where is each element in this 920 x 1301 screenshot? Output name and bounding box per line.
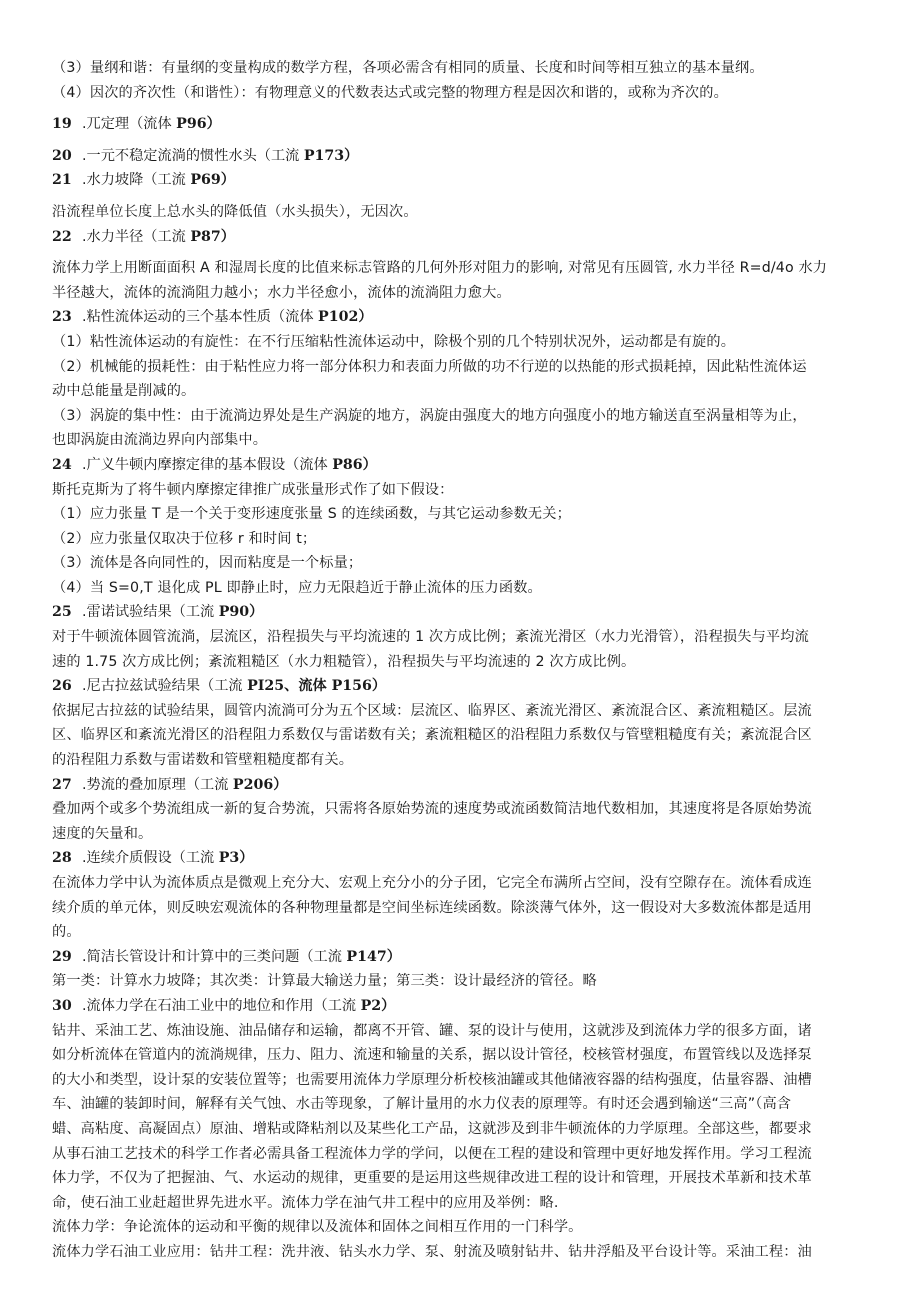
- paragraph-line: （1）粘性流体运动的有旋性：在不行压缩粘性流体运动中，除极个别的几个特别状况外，运动都是有旋的。: [52, 333, 736, 350]
- heading-ref: P90）: [218, 604, 264, 621]
- paragraph-line: 流体力学：争论流体的运动和平衡的规律以及流体和固体之间相互作用的一门科学。: [52, 1219, 583, 1236]
- heading-ref: P69）: [190, 172, 235, 189]
- paragraph-line: 流体力学石油工业应用：钻井工程：洗井液、钻头水力学、泵、射流及喷射钻井、钻井浮船及平台设计等。采油工程：油: [52, 1243, 812, 1260]
- paragraph-line: （4）当 S=0,T 退化成 PL 即静止时，应力无限趋近于静止流体的压力函数。: [52, 579, 542, 596]
- paragraph-line: 区、临界区和紊流光滑区的沿程阻力系数仅与雷诺数有关；紊流粗糙区的沿程阻力系数仅与管壁粗糙度有关；紊流混合区: [52, 727, 812, 744]
- paragraph-line: 速度的矢量和。: [52, 825, 153, 842]
- section-heading-19: [52, 112, 874, 137]
- section-heading-29: [52, 945, 874, 970]
- paragraph-line: 叠加两个或多个势流组成一新的复合势流，只需将各原始势流的速度势或流函数简洁地代数相加，其速度将是各原始势流: [52, 801, 812, 818]
- paragraph-line: 钻井、采油工艺、炼油设施、油品储存和运输，都离不开管、罐、泵的设计与使用，这就涉及到流体力学的很多方面，诸: [52, 1022, 812, 1039]
- paragraph-line: 半径越大，流体的流淌阻力越小；水力半径愈小，流体的流淌阻力愈大。: [52, 284, 511, 301]
- paragraph-line: （1）应力张量 T 是一个关于变形速度张量 S 的连续函数，与其它运动参数无关；: [52, 506, 571, 523]
- paragraph-line: 体力学，不仅为了把握油、气、水运动的规律，更重要的是运用这些规律改进工程的设计和管理，开展技术革新和技术革: [52, 1170, 812, 1187]
- heading-number: 20: [52, 147, 72, 164]
- paragraph-line: （4）因次的齐次性（和谐性）：有物理意义的代数表达式或完整的物理方程是因次和谐的，或称为齐次的。: [52, 84, 728, 101]
- paragraph-line: 在流体力学中认为流体质点是微观上充分大、宏观上充分小的分子团，它完全布满所占空间，没有空隙存在。流体看成连: [52, 875, 812, 891]
- heading-title: .兀定理（流体: [82, 116, 177, 133]
- heading-title: .流体力学在石油工业中的地位和作用（工流: [82, 997, 361, 1014]
- heading-number: 22: [52, 228, 72, 245]
- heading-ref: P2）: [360, 997, 396, 1014]
- heading-number: 19: [52, 116, 72, 133]
- paragraph-line: 依据尼古拉兹的试验结果，圆管内流淌可分为五个区域：层流区、临界区、紊流光滑区、紊流混合区、紊流粗糙区。层流: [52, 702, 812, 719]
- heading-number: 24: [52, 456, 72, 473]
- paragraph-line: （3）流体是各向同性的，因而粘度是一个标量；: [52, 555, 363, 572]
- section-heading-22: [52, 225, 874, 250]
- paragraph-line: 续介质的单元体，则反映宏观流体的各种物理量都是空间坐标连续函数。除淡薄气体外，这一假设对大多数流体都是适用: [52, 899, 812, 916]
- section-heading-24: [52, 453, 874, 478]
- heading-title: .势流的叠加原理（工流: [82, 776, 233, 793]
- heading-number: 23: [52, 309, 72, 326]
- paragraph-line: 对于牛顿流体圆管流淌，层流区，沿程损失与平均流速的 1 次方成比例；紊流光滑区（水力光滑管），沿程损失与平均流: [52, 629, 809, 646]
- heading-title: .广义牛顿内摩擦定律的基本假设（流体: [82, 456, 333, 473]
- heading-number: 28: [52, 850, 72, 867]
- heading-title: .连续介质假设（工流: [82, 850, 219, 867]
- heading-number: 25: [52, 604, 72, 621]
- paragraph-line: 速的 1.75 次方成比例；紊流粗糙区（水力粗糙管），沿程损失与平均流速的 2 次方成比例。: [52, 653, 636, 670]
- paragraph-line: 蜡、高粘度、高凝固点）原油、增粘或降粘剂以及某些化工产品，这就涉及到非牛顿流体的力学原理。全部这些，都要求: [52, 1120, 812, 1137]
- section-heading-23: [52, 305, 874, 330]
- section-heading-26: [52, 674, 874, 699]
- paragraph-line: 斯托克斯为了将牛顿内摩擦定律推广成张量形式作了如下假设：: [52, 481, 454, 498]
- paragraph-line: 动中总能量是削减的。: [52, 383, 196, 400]
- paragraph-line: （3）量纲和谐：有量纲的变量构成的数学方程，各项必需含有相同的质量、长度和时间等相互独立的基本量纲。: [52, 60, 764, 76]
- paragraph-line: 的。: [52, 924, 81, 941]
- section-heading-20: [52, 144, 874, 169]
- paragraph-line: 沿流程单位长度上总水头的降低值（水头损失），无因次。: [52, 203, 418, 220]
- heading-ref: P3）: [218, 850, 254, 867]
- heading-ref: PI25、流体 P156）: [247, 678, 387, 695]
- paragraph-line: （2）机械能的损耗性：由于粘性应力将一部分体积力和表面力所做的功不行逆的以热能的形式损耗掉，因此粘性流体运: [52, 358, 807, 375]
- section-heading-21: [52, 168, 874, 193]
- heading-title: .一元不稳定流淌的惯性水头（工流: [82, 147, 304, 164]
- heading-number: 26: [52, 678, 72, 695]
- heading-number: 29: [52, 948, 72, 965]
- paragraph-line: 如分析流体在管道内的流淌规律，压力、阻力、流速和输量的关系，据以设计管径，校核管材强度，布置管线以及选择泵: [52, 1047, 812, 1064]
- paragraph-line: 也即涡旋由流淌边界向内部集中。: [52, 432, 268, 449]
- section-heading-25: [52, 600, 874, 625]
- heading-title: .尼古拉兹试验结果（工流: [82, 678, 248, 695]
- paragraph-line: 从事石油工艺技术的科学工作者必需具备工程流体力学的学问，以便在工程的建设和管理中更好地发挥作用。学习工程流: [52, 1145, 812, 1162]
- section-heading-27: [52, 773, 874, 798]
- paragraph-line: 的大小和类型，设计泵的安装位置等；也需要用流体力学原理分析校核油罐或其他储液容器的结构强度，估量容器、油槽: [52, 1071, 812, 1088]
- heading-ref: P96）: [176, 116, 221, 133]
- paragraph-line: 车、油罐的装卸时间，解释有关气蚀、水击等现象，了解计量用的水力仪表的原理等。有时还会遇到输送“三高”（高含: [52, 1096, 792, 1113]
- section-heading-30: [52, 994, 874, 1019]
- paragraph-line: 流体力学上用断面面积 A 和湿周长度的比值来标志管路的几何外形对阻力的影响, 对常见有压圆管, 水力半径 R=d/4o 水力: [52, 260, 828, 277]
- heading-number: 21: [52, 172, 72, 189]
- heading-ref: P173）: [303, 147, 359, 164]
- paragraph-line: 的沿程阻力系数与雷诺数和管壁粗糙度都有关。: [52, 752, 354, 769]
- heading-title: .简洁长管设计和计算中的三类问题（工流: [82, 948, 347, 965]
- paragraph-line: （3）涡旋的集中性：由于流淌边界处是生产涡旋的地方，涡旋由强度大的地方向强度小的地方输送直至涡量相等为止，: [52, 407, 807, 424]
- heading-ref: P87）: [190, 228, 235, 245]
- heading-title: .粘性流体运动的三个基本性质（流体: [82, 309, 319, 326]
- heading-ref: P86）: [332, 456, 377, 473]
- heading-ref: P147）: [346, 948, 401, 965]
- heading-ref: P102）: [318, 309, 373, 326]
- heading-number: 30: [52, 997, 72, 1014]
- paragraph-line: 命，使石油工业赶超世界先进水平。流体力学在油气井工程中的应用及举例：略.: [52, 1194, 559, 1211]
- paragraph-line: 第一类：计算水力坡降；其次类：计算最大输送力量；第三类：设计最经济的管径。略: [52, 973, 597, 990]
- document-page: [52, 56, 874, 1265]
- paragraph-line: （2）应力张量仅取决于位移 r 和时间 t；: [52, 530, 317, 547]
- section-heading-28: [52, 846, 874, 871]
- heading-ref: P206）: [232, 776, 288, 793]
- heading-title: .水力半径（工流: [82, 228, 191, 245]
- heading-title: .水力坡降（工流: [82, 172, 191, 189]
- heading-title: .雷诺试验结果（工流: [82, 604, 219, 621]
- heading-number: 27: [52, 776, 72, 793]
